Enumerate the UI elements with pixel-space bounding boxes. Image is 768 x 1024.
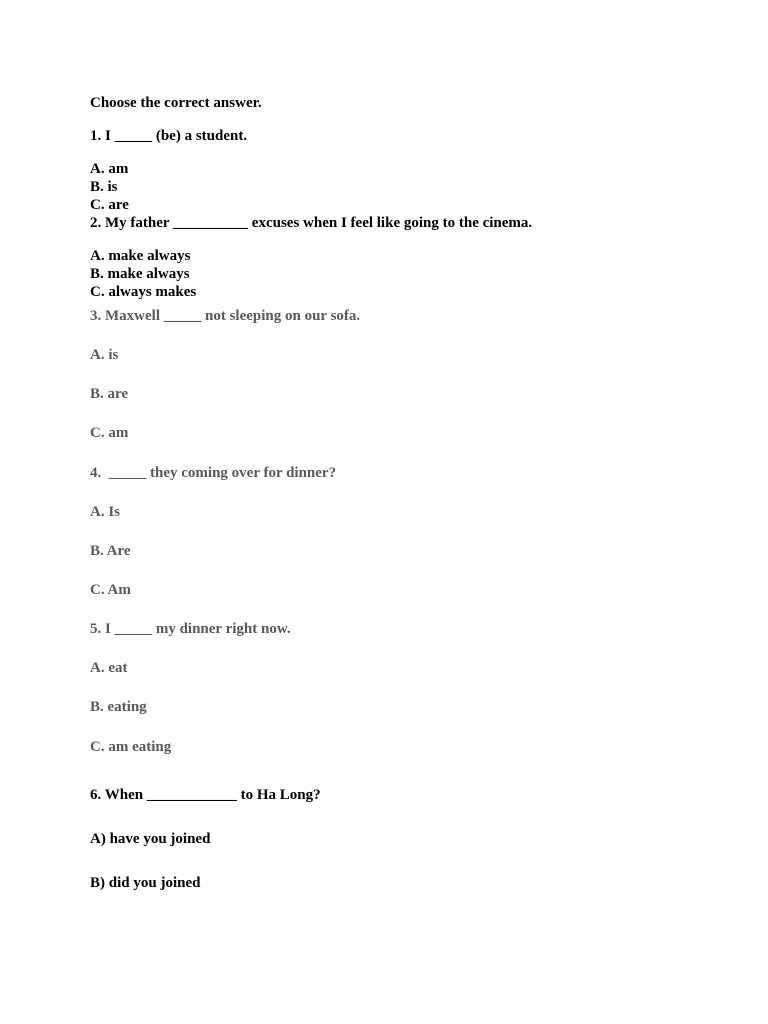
question-1-option-a: A. am: [90, 161, 129, 177]
question-6-option-a: A) have you joined: [90, 831, 211, 847]
question-3-prompt: 3. Maxwell _____ not sleeping on our sofa.: [90, 308, 361, 324]
question-2-option-b: B. make always: [90, 266, 190, 282]
question-6-prompt: 6. When ____________ to Ha Long?: [90, 787, 321, 803]
question-2-prompt: 2. My father __________ excuses when I feel like going to the cinema.: [90, 215, 533, 231]
question-1-prompt: 1. I _____ (be) a student.: [90, 128, 248, 144]
question-4-option-a: A. Is: [90, 504, 121, 520]
question-5-option-c: C. am eating: [90, 739, 172, 755]
question-1-option-c: C. are: [90, 197, 129, 213]
question-4-option-b: B. Are: [90, 543, 131, 559]
question-2-option-a: A. make always: [90, 248, 191, 264]
question-5-prompt: 5. I _____ my dinner right now.: [90, 621, 291, 637]
question-6-option-b: B) did you joined: [90, 875, 201, 891]
question-1-option-b: B. is: [90, 179, 118, 195]
question-3-option-b: B. are: [90, 386, 129, 402]
question-5-option-b: B. eating: [90, 699, 147, 715]
question-3-option-c: C. am: [90, 425, 129, 441]
question-3-option-a: A. is: [90, 347, 119, 363]
instruction-heading: Choose the correct answer.: [90, 95, 262, 111]
question-4-option-c: C. Am: [90, 582, 131, 598]
question-4-prompt: 4. _____ they coming over for dinner?: [90, 465, 337, 481]
question-2-option-c: C. always makes: [90, 284, 197, 300]
question-5-option-a: A. eat: [90, 660, 128, 676]
